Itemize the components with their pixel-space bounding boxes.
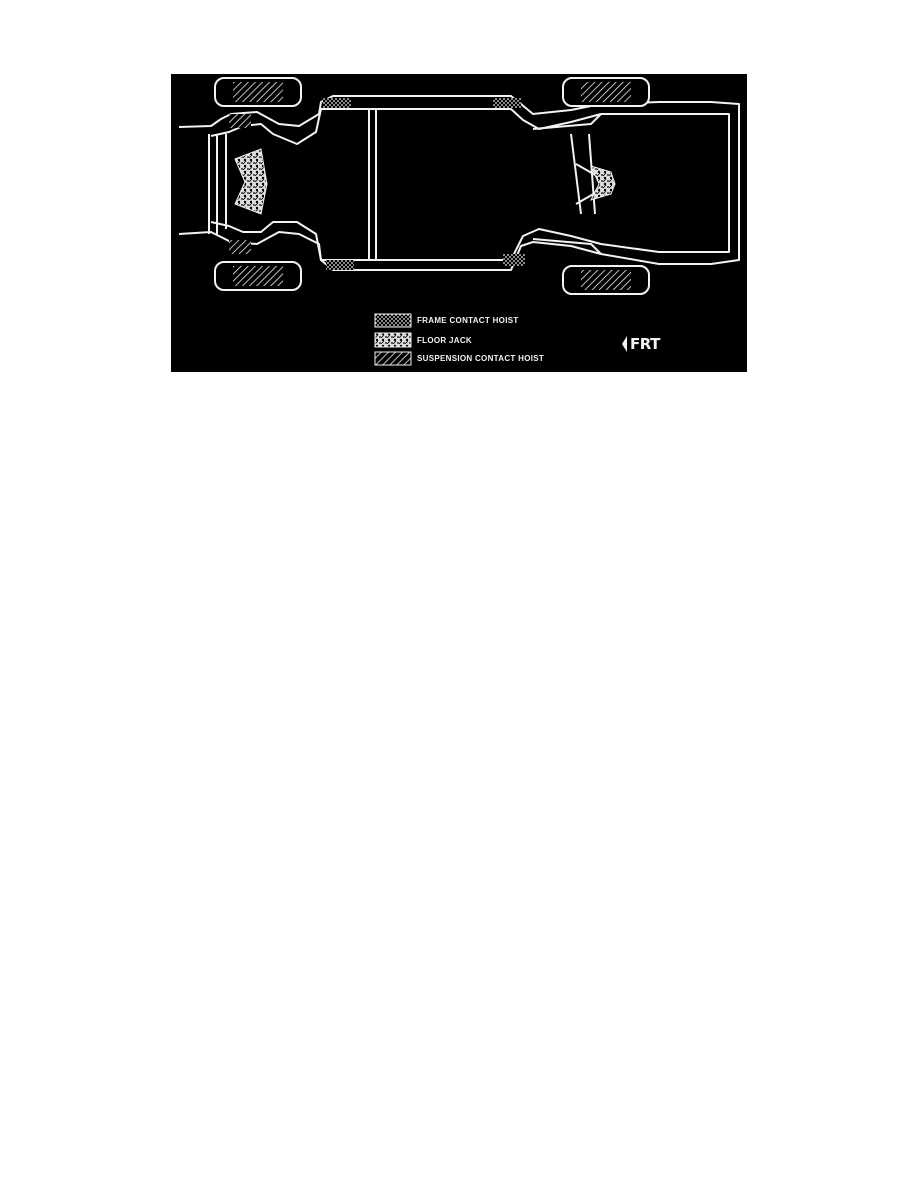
rear-floor-jack-point: [235, 149, 267, 214]
frame-rail-inner: [211, 109, 729, 260]
legend-label-frame-contact-hoist: FRAME CONTACT HOIST: [417, 316, 519, 325]
arrow-left-icon: [622, 336, 627, 352]
vehicle-lift-points-diagram: [171, 74, 747, 372]
chassis-drawing: [171, 74, 747, 372]
legend-label-suspension-contact-hoist: SUSPENSION CONTACT HOIST: [417, 354, 545, 363]
floor-jack-swatch: [375, 333, 411, 347]
frame-contact-hoist-swatch: [375, 314, 411, 327]
suspension-contact-hoist-swatch: [375, 352, 411, 365]
front-direction-label: FRT: [630, 335, 660, 353]
frame-contact-points: [323, 98, 525, 270]
legend-label-floor-jack: FLOOR JACK: [417, 336, 472, 345]
front-floor-jack-point: [591, 166, 615, 200]
